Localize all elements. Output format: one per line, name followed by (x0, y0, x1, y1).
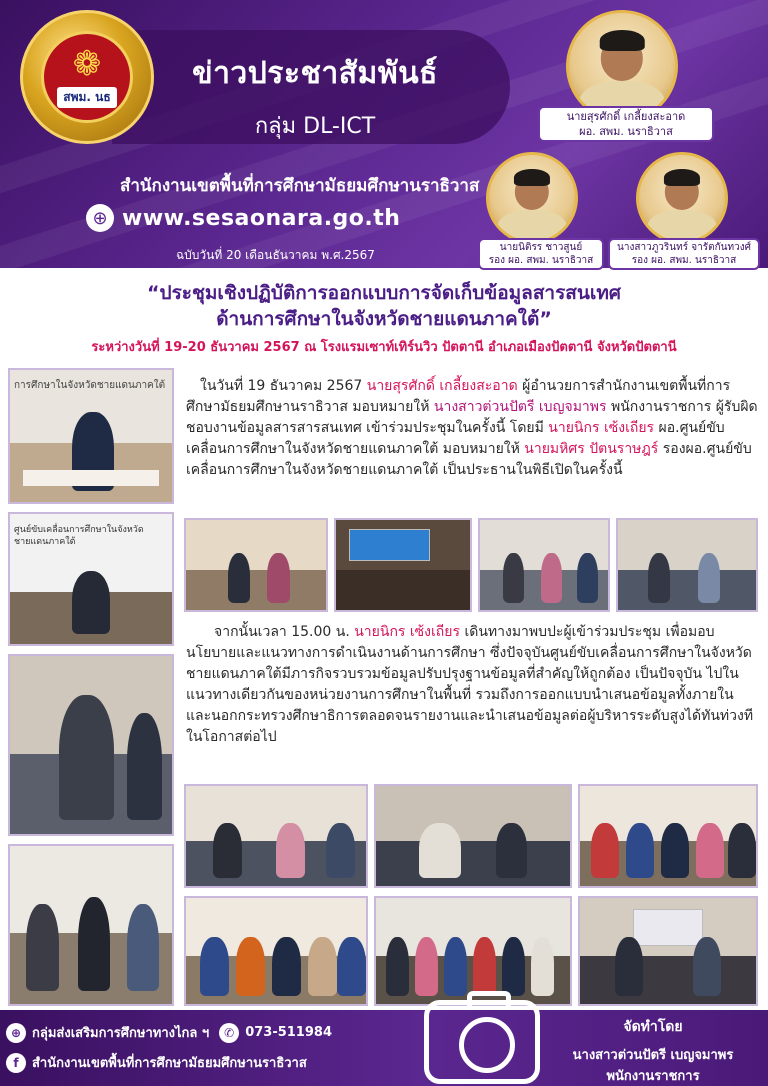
portrait-deputy-1 (486, 152, 578, 244)
photo-banner-text: การศึกษาในจังหวัดชายแดนภาคใต้ (14, 380, 166, 391)
photo-grid-5 (374, 896, 572, 1006)
author-role: พนักงานราชการ (606, 1069, 700, 1084)
photo-row1-1 (184, 518, 328, 612)
event-details: ระหว่างวันที่ 19-20 ธันวาคม 2567 ณ โรงแรมเซาท์เทิร์นวิว ปัตตานี อำเภอเมืองปัตตานี จังหวัดปัตตานี (91, 340, 677, 355)
p2-text-c: เดินทางมาพบปะผู้เข้าร่วมประชุม เพื่อมอบนโยบายและแนวทางการดำเนินงานด้านการศึกษา ซึ่งปัจจุบันศูนย์ขับเคลื่อนการศึกษาในจังหวัดชายแดนภาคใต้มีภารกิจรวบรวมข้อมูลปรับปรุงฐานข้อมูลที่สำคัญให้ถูกต้อง เป็นปัจจุบัน ไปในแนวทางเดียวกันของหน่วยงานการศึกษาในพื้นที่ รวมถึงการออกแบบนำเสนอข้อมูลทั้งภายในและนอกกระทรวงศึกษาธิการตลอดจนรายงานและนำเสนอข้อมูลต่อผู้บริหารระดับสูงได้ทันท่วงที ในโอกาสต่อไป (186, 624, 754, 745)
photo-row1-4 (616, 518, 758, 612)
footer-group-row (6, 1022, 332, 1043)
author-name: นางสาวต่วนปัตรี เบญจมาพร (572, 1048, 734, 1063)
official-name: นายสุรศักดิ์ เกลี้ยงสะอาด (566, 110, 686, 123)
footer-group-name: กลุ่มส่งเสริมการศึกษาทางไกล ฯ (32, 1026, 210, 1041)
portrait-deputy-2 (636, 152, 728, 244)
website-row[interactable] (86, 204, 400, 232)
photo-grid-4 (184, 896, 368, 1006)
photo-presenter (8, 512, 174, 646)
photo-banner-text-2: ศูนย์ขับเคลื่อนการศึกษาในจังหวัดชายแดนภาคใต้ (14, 525, 144, 547)
official-name: นายนิติรร ชาวสูนย์ (499, 242, 583, 253)
made-by-label: จัดทำโดย (623, 1019, 683, 1035)
photo-attendee (8, 654, 174, 836)
paragraph-2 (186, 622, 758, 748)
camera-icon (424, 1000, 540, 1084)
p1-text-g: ผอ.ศูนย์ขับเคลื่อนการศึกษาในจังหวัดชายแดนภาคใต้ มอบหมายให้ (186, 420, 725, 457)
phone-icon[interactable]: ✆ (219, 1023, 239, 1043)
p2-name-nikorn: นายนิกร เซ้งเถียร (354, 624, 460, 640)
office-logo (20, 10, 154, 144)
issue-date: ฉบับวันที่ 20 เดือนธันวาคม พ.ศ.2567 (176, 248, 375, 262)
p1-name-author: นางสาวต่วนปัตรี เบญจมาพร (433, 399, 607, 415)
official-name: นางสาวภูวรินทร์ จารัตกันทวงศ์ (617, 242, 751, 253)
page-subtitle: กลุ่ม DL-ICT (254, 114, 376, 139)
photo-row1-2 (334, 518, 472, 612)
name-plate-deputy-1 (478, 238, 604, 270)
footer-facebook-row[interactable] (6, 1052, 307, 1073)
footer-facebook-page[interactable]: สำนักงานเขตพื้นที่การศึกษามัธยมศึกษานราธิวาส (32, 1056, 307, 1071)
globe-icon: ⊕ (6, 1023, 26, 1043)
name-plate-deputy-2 (608, 238, 760, 270)
photo-group-table (8, 844, 174, 1006)
photo-row1-3 (478, 518, 610, 612)
author-credit (548, 1016, 758, 1086)
headline (30, 280, 738, 332)
office-name: สำนักงานเขตพื้นที่การศึกษามัธยมศึกษานราธิวาส (120, 176, 480, 196)
globe-icon: ⊕ (86, 204, 114, 232)
photo-grid-2 (374, 784, 572, 888)
p1-text-i: รองผอ.ศูนย์ขับเคลื่อนการศึกษาในจังหวัดชายแดนภาคใต้ เป็นประธานในพิธีเปิดในครั้งนี้ (186, 441, 752, 478)
website-link[interactable]: www.sesaonara.go.th (122, 205, 401, 231)
official-role: รอง ผอ. สพม. นราธิวาส (631, 255, 737, 266)
photo-grid-6 (578, 896, 758, 1006)
headline-line-1: “ประชุมเชิงปฏิบัติการออกแบบการจัดเก็บข้อมูลสารสนเทศ (147, 282, 621, 304)
footer-phone[interactable]: 073-511984 (245, 1025, 332, 1040)
photo-grid-1 (184, 784, 368, 888)
p1-name-director: นายสุรศักดิ์ เกลี้ยงสะอาด (366, 378, 518, 394)
facebook-icon[interactable]: f (6, 1053, 26, 1073)
page-title: ข่าวประชาสัมพันธ์ (192, 56, 438, 91)
p1-text-e: พนักงานราชการ ผู้รับผิดชอบงานข้อมูลสารสารสนเทศ เข้าร่วมประชุมในครั้งนี้ โดยมี (186, 399, 758, 436)
logo-abbreviation: สพม. นธ (57, 87, 116, 108)
p1-name-nikorn: นายนิกร เซ้งเถียร (548, 420, 655, 436)
p1-text-c: ผู้อำนวยการสำนักงานเขตพื้นที่การศึกษามัธยมศึกษานราธิวาส มอบหมายให้ (186, 378, 731, 415)
headline-line-2: ด้านการศึกษาในจังหวัดชายแดนภาคใต้” (216, 308, 552, 330)
p1-name-mahisorn: นายมหิศร ปัตนราษฎร์ (524, 441, 659, 457)
name-plate-director (538, 106, 714, 142)
p1-text-a: ในวันที่ 19 ธันวาคม 2567 (200, 378, 363, 394)
official-role: รอง ผอ. สพม. นราธิวาส (488, 255, 594, 266)
photo-grid-3 (578, 784, 758, 888)
paragraph-1 (186, 376, 758, 481)
p2-text-a: จากนั้นเวลา 15.00 น. (214, 624, 350, 640)
photo-speaker (8, 368, 174, 504)
official-role: ผอ. สพม. นราธิวาส (579, 125, 673, 138)
emblem-icon: ❁ (72, 43, 102, 84)
